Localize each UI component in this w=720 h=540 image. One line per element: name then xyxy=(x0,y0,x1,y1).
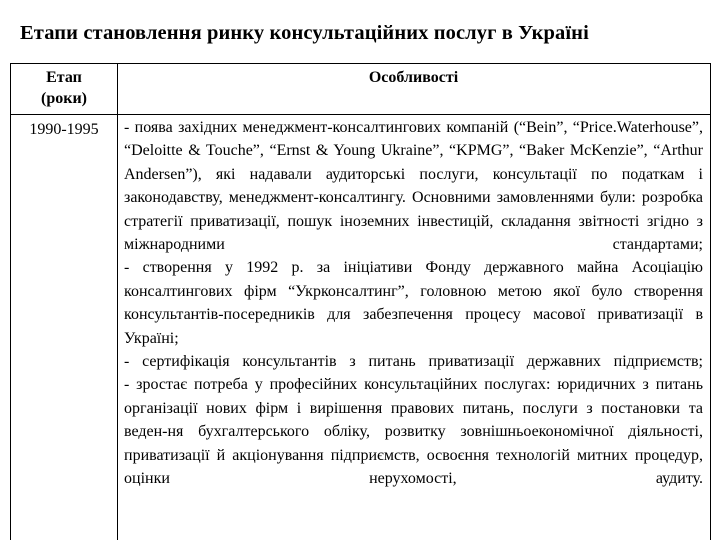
feature-item: - створення у 1992 р. за ініціативи Фонду державного майна Асоціацію консалтингових фірм “Укрконсалтинг”, головною метою якої було створення консультантів-посередників для забезпечення процесу масової приватизації в Україні; xyxy=(124,259,703,347)
header-stage xyxy=(11,67,117,109)
header-stage-line2: (роки) xyxy=(41,90,87,107)
stages-table xyxy=(10,63,711,540)
page-title: Етапи становлення ринку консультаційних послуг в Україні xyxy=(20,22,589,44)
row-period: 1990-1995 xyxy=(29,121,99,138)
header-features: Особливості xyxy=(368,69,459,86)
row-features xyxy=(124,116,703,491)
feature-item: - поява західних менеджмент-консалтингових компаній (“Bein”, “Price.Waterhouse”, “Deloitte & Touche”, “Ernst & Young Ukraine”, “KPMG”, “Baker McKenzie”, “Arthur Andersen”), які надавали аудиторські послуги, консультації по податкам і законодавству, менеджмент-консалтингу. Основними замовленнями були: розробка стратегії приватизації, пошук іноземних інвестицій, складання звітності згідно з міжнародними стандартами; xyxy=(124,119,703,254)
feature-item: - зростає потреба у професійних консультаційних послугах: юридичних з питань організації нових фірм і вирішення правових питань, послуги з постановки та веден-ня бухгалтерського обліку, розвитку зовнішньоекономічної діяльності, приватизації й акціонування підприємств, освоєння технологій митних процедур, оцінки нерухомості, аудиту. xyxy=(124,376,703,488)
header-stage-line1: Етап xyxy=(46,69,82,86)
feature-item: - сертифікація консультантів з питань приватизації державних підприємств; xyxy=(124,353,703,371)
column-divider xyxy=(117,64,118,540)
header-row-divider xyxy=(11,114,710,115)
